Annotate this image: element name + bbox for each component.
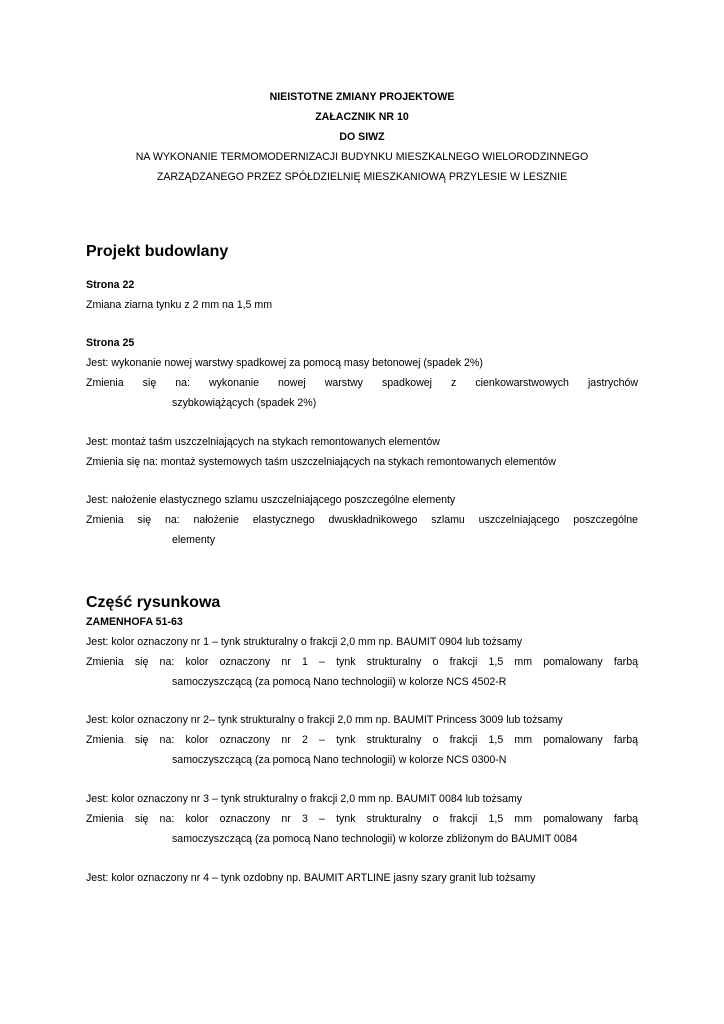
address-subtitle: ZAMENHOFA 51-63 — [86, 616, 183, 628]
strona-22-text: Zmiana ziarna tynku z 2 mm na 1,5 mm — [86, 299, 273, 311]
header-siwz: DO SIWZ — [339, 131, 385, 143]
item2-zmienia: Zmienia się na: montaż systemowych taśm uszczelniających na stykach remontowanych elementów — [86, 456, 556, 468]
item2-jest: Jest: montaż taśm uszczelniających na stykach remontowanych elementów — [86, 436, 440, 448]
k3-zmienia: Zmienia się na: kolor oznaczony nr 3 – tynk strukturalny o frakcji 1,5 mm pomalowany farbą — [86, 813, 638, 825]
k1-zmienia: Zmienia się na: kolor oznaczony nr 1 – tynk strukturalny o frakcji 1,5 mm pomalowany farbą — [86, 656, 638, 668]
item1-zmienia: Zmienia się na: wykonanie nowej warstwy spadkowej z cienkowarstwowych jastrychów — [86, 377, 638, 389]
k4-jest: Jest: kolor oznaczony nr 4 – tynk ozdobny np. BAUMIT ARTLINE jasny szary granit lub tożsamy — [86, 872, 536, 884]
k1-zmienia-cont: samoczyszczącą (za pomocą Nano technologii) w kolorze NCS 4502-R — [172, 676, 507, 688]
header-attachment: ZAŁACZNIK NR 10 — [315, 111, 409, 123]
item3-jest: Jest: nałożenie elastycznego szlamu uszczelniającego poszczególne elementy — [86, 494, 456, 506]
item3-zmienia-cont: elementy — [172, 534, 215, 546]
item1-jest: Jest: wykonanie nowej warstwy spadkowej za pomocą masy betonowej (spadek 2%) — [86, 357, 483, 369]
k3-jest: Jest: kolor oznaczony nr 3 – tynk strukturalny o frakcji 2,0 mm np. BAUMIT 0084 lub tożsamy — [86, 793, 523, 805]
k1-jest: Jest: kolor oznaczony nr 1 – tynk strukturalny o frakcji 2,0 mm np. BAUMIT 0904 lub tożsamy — [86, 636, 523, 648]
section-title-projekt: Projekt budowlany — [86, 243, 229, 260]
header-title: NIEISTOTNE ZMIANY PROJEKTOWE — [269, 91, 455, 103]
k2-jest: Jest: kolor oznaczony nr 2– tynk strukturalny o frakcji 2,0 mm np. BAUMIT Princess 3009 lub tożsamy — [86, 714, 563, 726]
header-subject-line1: NA WYKONANIE TERMOMODERNIZACJI BUDYNKU MIESZKALNEGO WIELORODZINNEGO — [135, 151, 589, 163]
item1-zmienia-cont: szybkowiążących (spadek 2%) — [172, 397, 317, 409]
item3-zmienia: Zmienia się na: nałożenie elastycznego dwuskładnikowego szlamu uszczelniającego poszczególne — [86, 514, 638, 526]
section-title-rysunkowa: Część rysunkowa — [86, 594, 221, 611]
k2-zmienia: Zmienia się na: kolor oznaczony nr 2 – tynk strukturalny o frakcji 1,5 mm pomalowany farbą — [86, 734, 638, 746]
k2-zmienia-cont: samoczyszczącą (za pomocą Nano technologii) w kolorze NCS 0300-N — [172, 754, 507, 766]
strona-25-heading: Strona 25 — [86, 337, 135, 349]
document-header — [60, 87, 664, 187]
header-subject-line2: ZARZĄDZANEGO PRZEZ SPÓŁDZIELNIĘ MIESZKANIOWĄ PRZYLESIE W LESZNIE — [156, 171, 568, 183]
strona-22-heading: Strona 22 — [86, 279, 135, 291]
k3-zmienia-cont: samoczyszczącą (za pomocą Nano technologii) w kolorze zbliżonym do BAUMIT 0084 — [172, 833, 578, 845]
